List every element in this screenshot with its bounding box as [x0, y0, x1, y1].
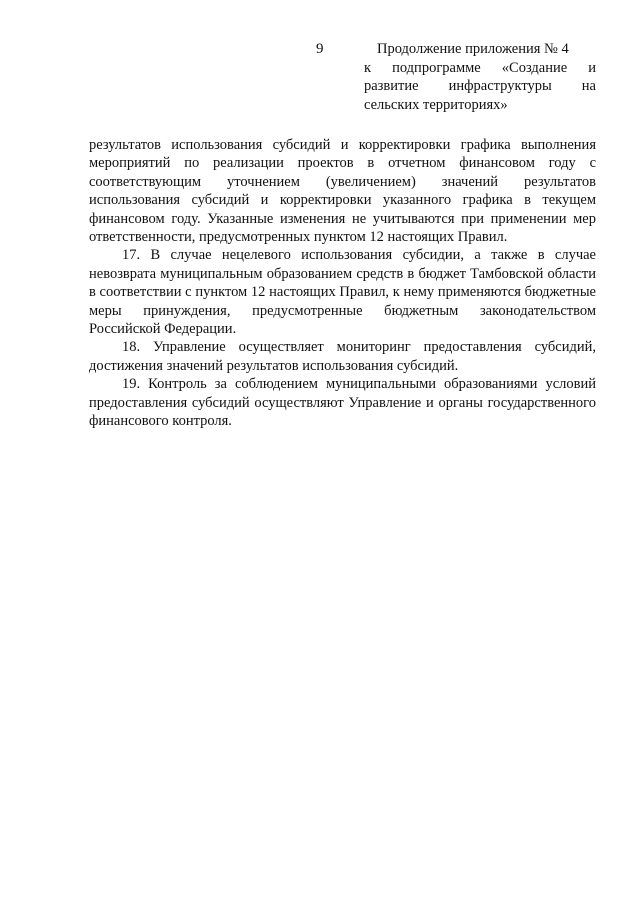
page-number: 9	[316, 41, 324, 57]
document-body	[89, 136, 596, 431]
paragraph-continuation: результатов использования субсидий и корректировки графика выполнения мероприятий по реализации проектов в отчетном финансовом году с соответствующим уточнением (увеличением) значений результатов использования субсидий и корректировки указанного графика в текущем финансовом году. Указанные изменения не учитываются при применении мер ответственности, предусмотренных пунктом 12 настоящих Правил.	[89, 137, 596, 246]
appendix-title: Продолжение приложения № 4	[377, 41, 569, 57]
paragraph-18: 18. Управление осуществляет мониторинг предоставления субсидий, достижения значений результатов использования субсидий.	[89, 339, 596, 374]
appendix-subtitle: к подпрограмме «Создание и развитие инфраструктуры на сельских территориях»	[364, 59, 596, 113]
paragraph-19: 19. Контроль за соблюдением муниципальными образованиями условий предоставления субсидий осуществляют Управление и органы государственного финансового контроля.	[89, 376, 596, 430]
appendix-header	[364, 40, 596, 114]
paragraph-17: 17. В случае нецелевого использования субсидии, а также в случае невозврата муниципальным образованием средств в бюджет Тамбовской области в соответствии с пунктом 12 настоящих Правил, к нему применяются бюджетные меры принуждения, предусмотренные бюджетным законодательством Российской Федерации.	[89, 247, 596, 338]
